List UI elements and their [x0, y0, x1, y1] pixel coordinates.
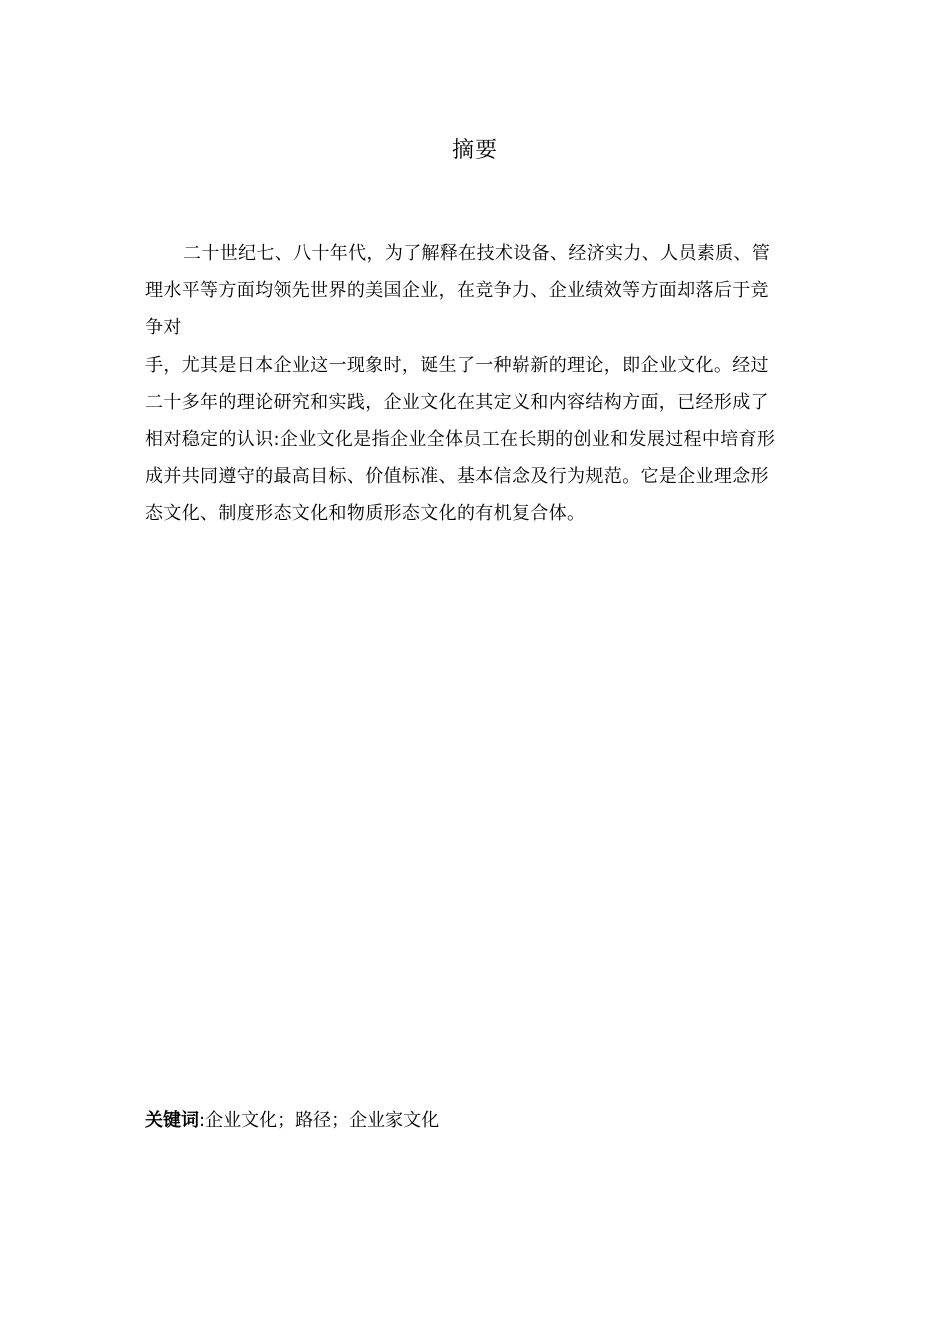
- abstract-line: 理水平等方面均领先世界的美国企业，在竞争力、企业绩效等方面却落后于竞: [145, 280, 769, 302]
- keywords-text: :企业文化；路径；企业家文化: [199, 1110, 440, 1131]
- abstract-line: 二十多年的理论研究和实践，企业文化在其定义和内容结构方面，已经形成了: [145, 391, 769, 413]
- abstract-body: [145, 235, 810, 533]
- keywords-line: [145, 1106, 439, 1136]
- abstract-line: 成并共同遵守的最高目标、价值标准、基本信念及行为规范。它是企业理念形: [145, 466, 769, 488]
- abstract-line: 争对: [145, 317, 182, 339]
- page-title: 摘要: [451, 138, 498, 163]
- keywords-label: 关键词: [145, 1110, 199, 1131]
- abstract-line: 二十世纪七、八十年代，为了解释在技术设备、经济实力、人员素质、管: [183, 243, 771, 264]
- abstract-line: 态文化、制度形态文化和物质形态文化的有机复合体。: [145, 503, 586, 525]
- abstract-line: 手，尤其是日本企业这一现象时，诞生了一种崭新的理论，即企业文化。经过: [145, 354, 769, 376]
- abstract-line: 相对稳定的认识:企业文化是指企业全体员工在长期的创业和发展过程中培育形: [145, 428, 776, 450]
